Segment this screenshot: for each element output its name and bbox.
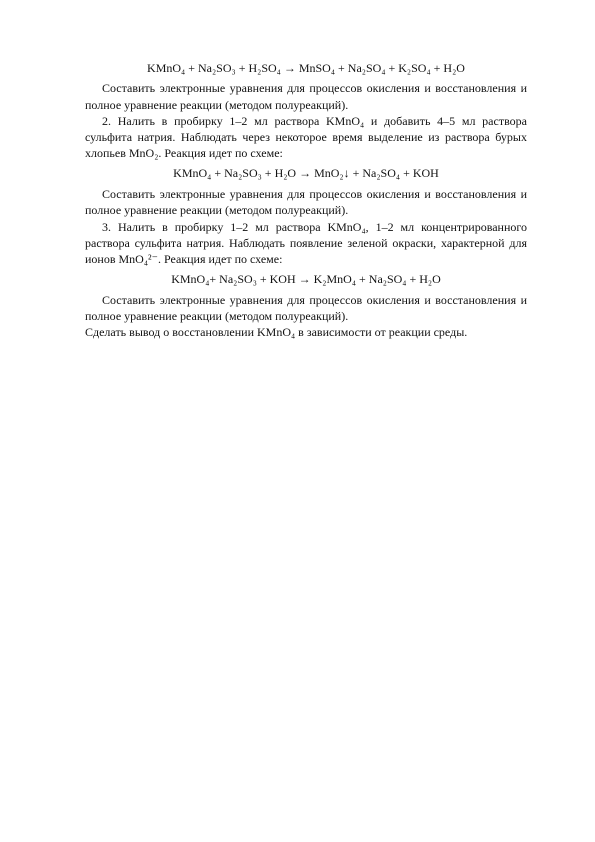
- document-body: [85, 60, 527, 341]
- reaction-equation-1: KMnO₄ + Na₂SO₃ + H₂SO₄ → MnSO₄ + Na₂SO₄ + K₂SO₄ + H₂O: [147, 61, 465, 75]
- instruction-paragraph-1: Составить электронные уравнения для процессов окисления и восстановления и полное уравнение реакции (методом полуреакций).: [85, 81, 527, 112]
- experiment-3-paragraph: 3. Налить в пробирку 1–2 мл раствора KMnO₄, 1–2 мл концентрированного раствора сульфита натрия. Наблюдать появление зеленой окраски, характерной для ионов MnO₄²⁻. Реакция идет по схеме:: [85, 219, 527, 267]
- reaction-equation-3: KMnO₄+ Na₂SO₃ + KOH → K₂MnO₄ + Na₂SO₄ + H₂O: [171, 271, 441, 286]
- instruction-paragraph-2: Составить электронные уравнения для процессов окисления и восстановления и полное уравнение реакции (методом полуреакций).: [85, 187, 527, 218]
- experiment-2-paragraph: 2. Налить в пробирку 1–2 мл раствора KMnO₄ и добавить 4–5 мл раствора сульфита натрия. Наблюдать через некоторое время выделение из раствора бурых хлопьев MnO₂. Реакция идет по схеме:: [85, 113, 527, 161]
- instruction-paragraph-3: Составить электронные уравнения для процессов окисления и восстановления и полное уравнение реакции (методом полуреакций).: [85, 292, 527, 324]
- conclusion-paragraph: Сделать вывод о восстановлении KMnO₄ в зависимости от реакции среды.: [85, 325, 468, 340]
- reaction-equation-2: KMnO₄ + Na₂SO₃ + H₂O → MnO₂↓ + Na₂SO₄ + KOH: [173, 165, 439, 180]
